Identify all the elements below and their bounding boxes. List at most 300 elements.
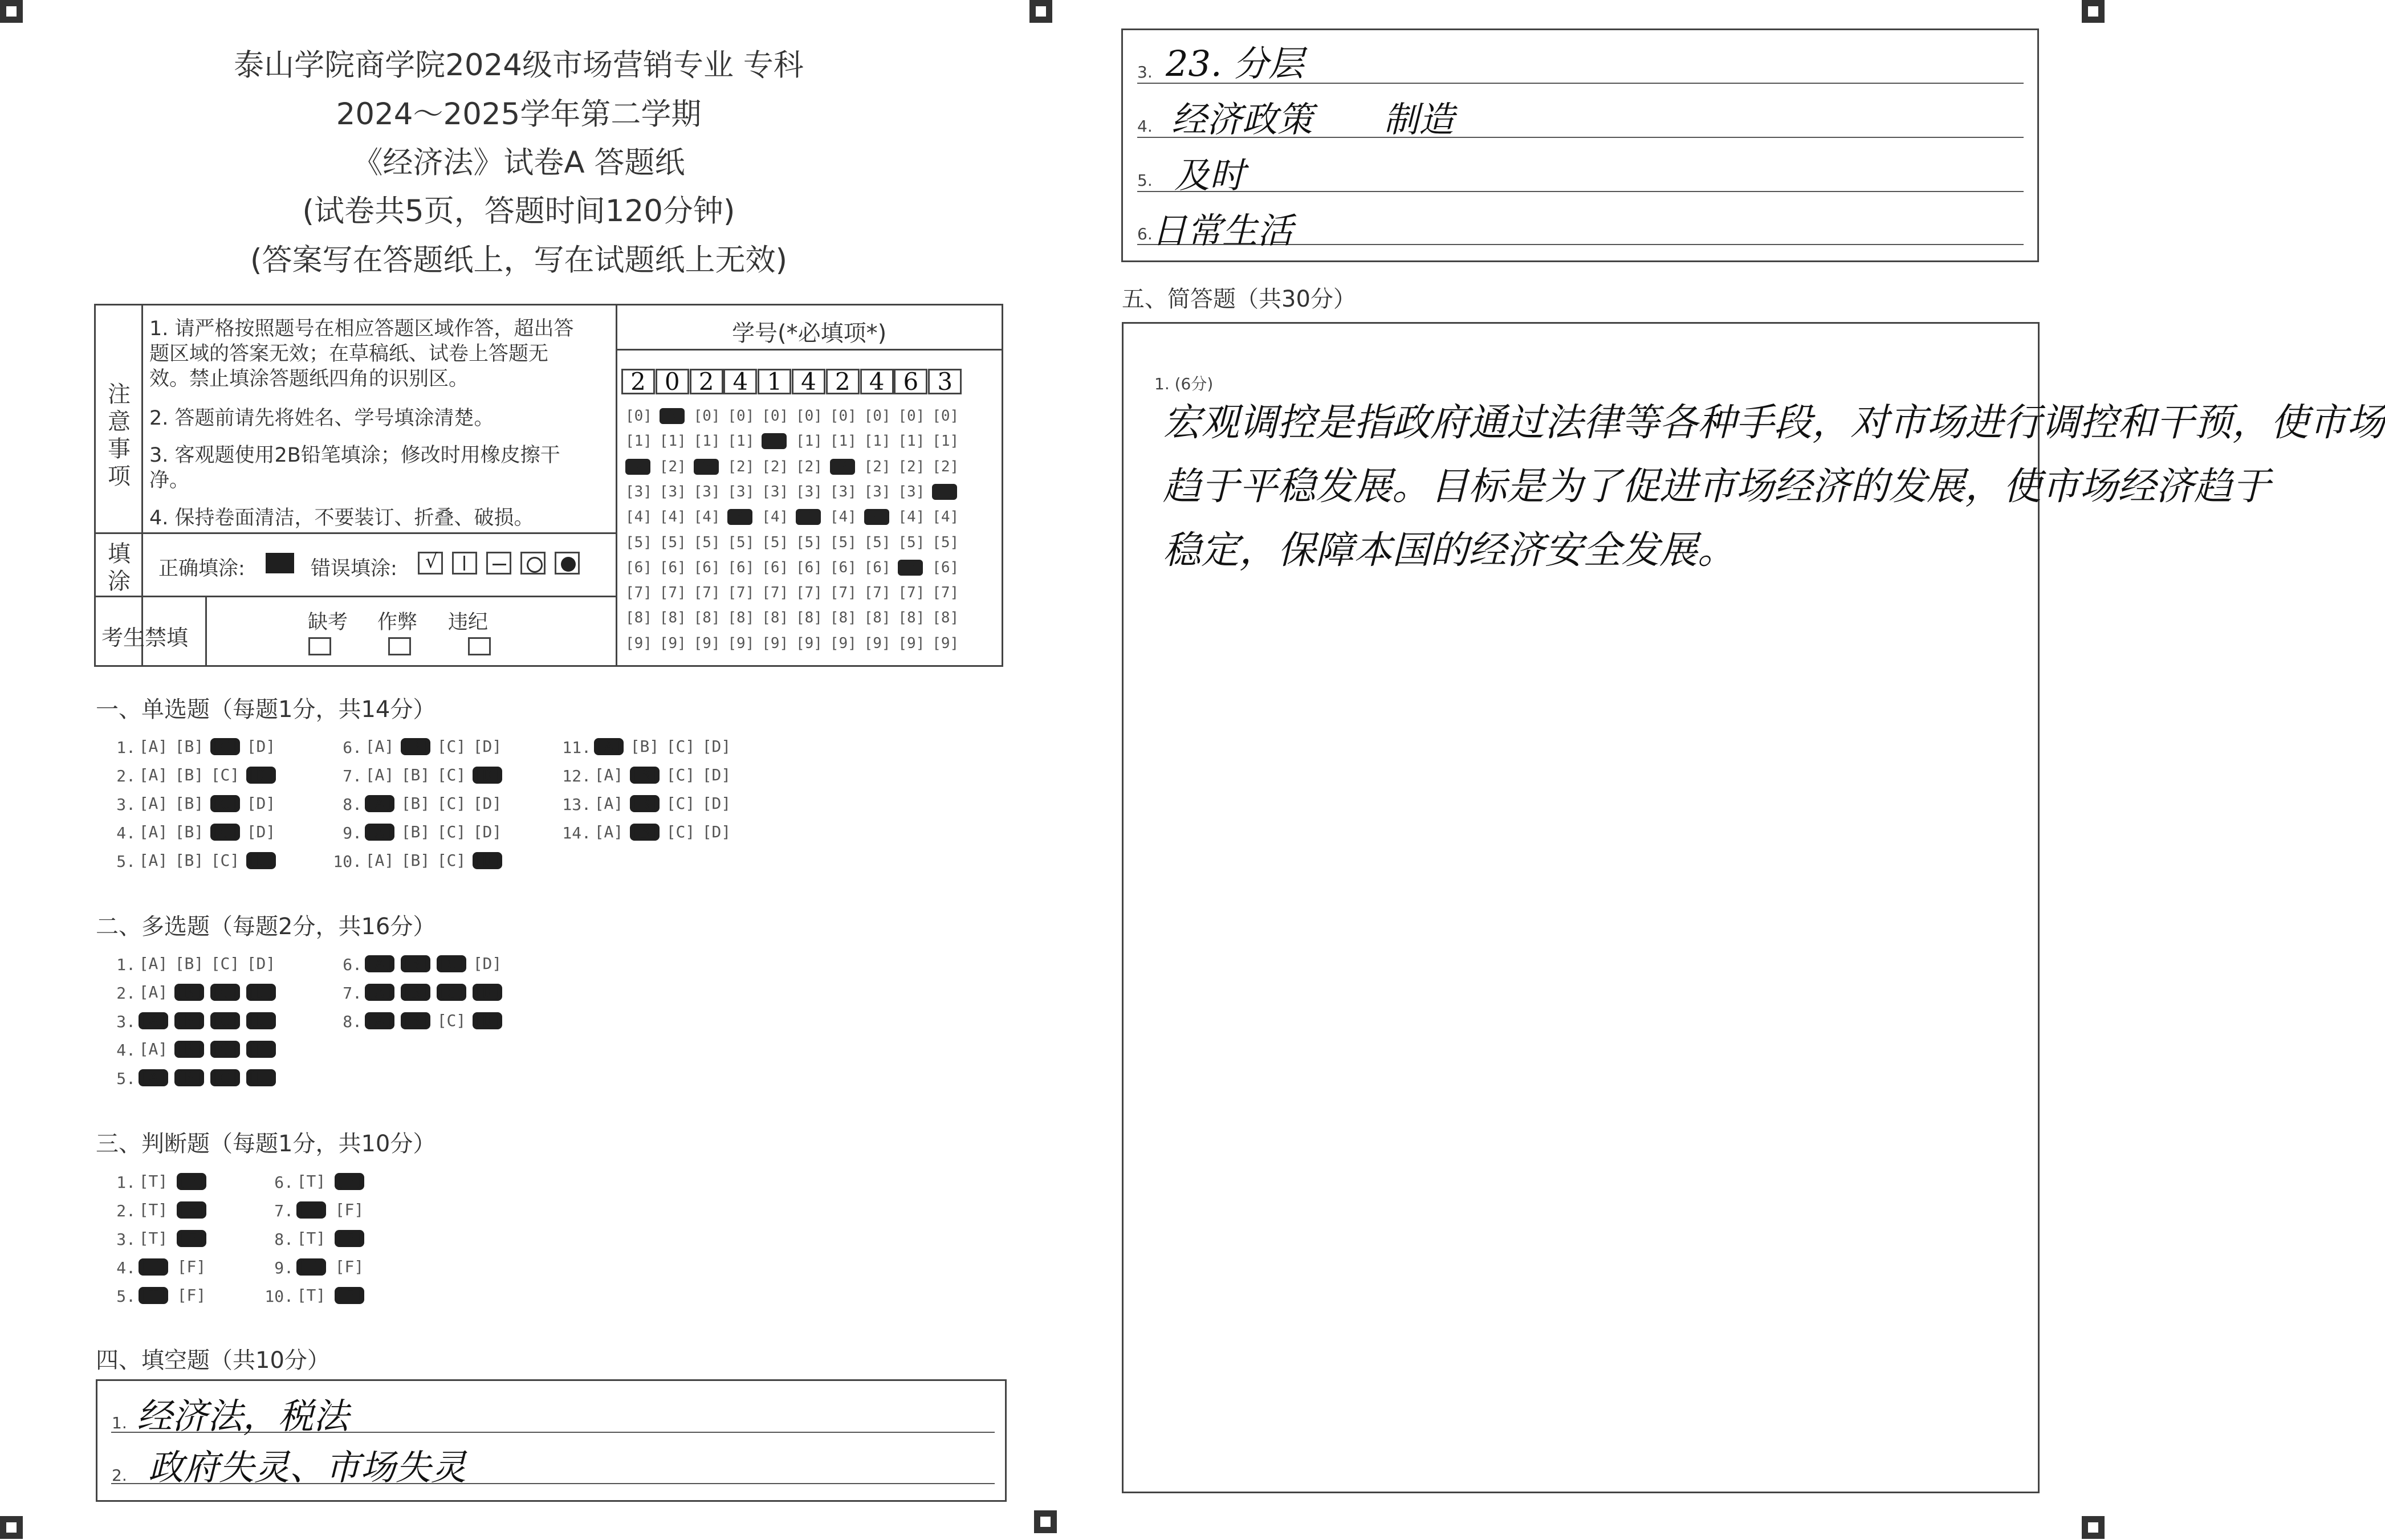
single-q6-option-b[interactable]: [B] [401, 737, 430, 756]
single-q1-option-d[interactable]: [D] [246, 737, 276, 756]
student-id-bubble-c7-0[interactable]: [0] [829, 408, 857, 425]
single-q12-option-a[interactable]: [A] [594, 765, 624, 784]
student-id-bubble-c3-9[interactable]: [9] [693, 634, 721, 652]
multi-q2-number: 2. [116, 984, 136, 1003]
tf-q6-number: 6. [274, 1173, 294, 1192]
student-id-bubble-c3-1[interactable]: [1] [693, 433, 721, 450]
blank-6-answer[interactable]: 日常生活 [1151, 210, 1293, 251]
student-id-bubble-c1-7[interactable]: [7] [625, 584, 652, 602]
tf-q1-option-f[interactable]: [F] [177, 1172, 206, 1191]
multi-q8-option-a[interactable]: [A] [365, 1011, 394, 1030]
student-id-bubble-c5-1[interactable]: [1] [762, 433, 789, 450]
multi-q3-option-b[interactable]: [B] [174, 1011, 204, 1030]
single-q6-option-c[interactable]: [C] [437, 737, 466, 756]
single-q9-option-d[interactable]: [D] [473, 822, 502, 841]
blank-3-num: 3. [1137, 63, 1153, 82]
student-id-bubble-c8-7[interactable]: [7] [864, 584, 891, 602]
single-q3-option-a[interactable]: [A] [139, 794, 168, 813]
student-id-bubble-c1-4[interactable]: [4] [625, 508, 652, 526]
multi-q1-option-c[interactable]: [C] [210, 954, 240, 973]
student-id-bubble-c6-7[interactable]: [7] [796, 584, 823, 602]
single-q6-number: 6. [343, 738, 362, 757]
divider [94, 596, 616, 597]
single-q7-option-b[interactable]: [B] [401, 765, 430, 784]
student-id-digit-5: 1 [758, 369, 791, 394]
single-q1-option-a[interactable]: [A] [139, 737, 168, 756]
student-id-bubble-c10-3[interactable]: [3] [932, 483, 959, 500]
divider [141, 304, 143, 667]
student-id-bubble-c4-0[interactable]: [0] [727, 408, 755, 425]
student-id-bubble-c10-4[interactable]: [4] [932, 508, 959, 526]
single-q5-option-a[interactable]: [A] [139, 851, 168, 870]
tf-q8-number: 8. [274, 1230, 294, 1249]
student-id-bubble-c8-2[interactable]: [2] [864, 458, 891, 475]
student-id-bubble-c7-8[interactable]: [8] [829, 609, 857, 627]
tf-q3-number: 3. [116, 1230, 136, 1249]
student-id-bubble-c9-3[interactable]: [3] [898, 483, 925, 500]
single-q13-option-d[interactable]: [D] [702, 794, 731, 813]
student-id-bubble-c10-6[interactable]: [6] [932, 559, 959, 576]
tf-q7-number: 7. [274, 1201, 294, 1220]
student-id-bubble-c9-7[interactable]: [7] [898, 584, 925, 602]
tf-q10-option-t[interactable]: [T] [296, 1286, 326, 1305]
blank-1-num: 1. [112, 1413, 127, 1432]
multi-q5-option-c[interactable]: [C] [210, 1068, 240, 1087]
single-q3-option-d[interactable]: [D] [246, 794, 276, 813]
tf-q9-option-f[interactable]: [F] [335, 1257, 364, 1276]
student-id-bubble-c3-7[interactable]: [7] [693, 584, 721, 602]
tf-q8-option-f[interactable]: [F] [335, 1229, 364, 1248]
single-q8-number: 8. [343, 795, 362, 814]
student-id-bubble-c8-6[interactable]: [6] [864, 559, 891, 576]
multi-q2-option-a[interactable]: [A] [139, 983, 168, 1001]
corner-marker-bottom-right [2082, 1516, 2105, 1539]
tf-q1-option-t[interactable]: [T] [139, 1172, 168, 1191]
student-id-bubble-c2-2[interactable]: [2] [659, 458, 686, 475]
student-id-bubble-c2-8[interactable]: [8] [659, 609, 686, 627]
answer-line [1137, 191, 2024, 192]
student-id-bubble-c3-6[interactable]: [6] [693, 559, 721, 576]
student-id-digit-6: 4 [792, 369, 825, 394]
single-q2-option-b[interactable]: [B] [174, 765, 204, 784]
student-id-digit-7: 2 [826, 369, 860, 394]
tf-q7-option-t[interactable]: [T] [296, 1200, 326, 1219]
blank-4-answer[interactable]: 经济政策 制造 [1171, 99, 1455, 140]
multi-q6-number: 6. [343, 955, 362, 974]
student-id-bubble-c10-8[interactable]: [8] [932, 609, 959, 627]
multi-q4-option-d[interactable]: [D] [246, 1040, 276, 1058]
multi-q3-option-d[interactable]: [D] [246, 1011, 276, 1030]
student-id-bubble-c8-4[interactable]: [4] [864, 508, 891, 526]
single-q5-number: 5. [116, 852, 136, 871]
student-id-bubble-c6-0[interactable]: [0] [796, 408, 823, 425]
student-id-digit-4: 4 [723, 369, 757, 394]
student-id-bubble-c1-8[interactable]: [8] [625, 609, 652, 627]
student-id-bubble-c4-1[interactable]: [1] [727, 433, 755, 450]
violation-label: 违纪 [448, 611, 489, 634]
student-id-bubble-c1-3[interactable]: [3] [625, 483, 652, 500]
student-id-bubble-c7-3[interactable]: [3] [829, 483, 857, 500]
single-q11-number: 11. [562, 738, 591, 757]
cheat-checkbox[interactable] [388, 637, 411, 655]
student-id-bubble-c4-8[interactable]: [8] [727, 609, 755, 627]
student-id-bubble-c6-3[interactable]: [3] [796, 483, 823, 500]
multi-q4-option-a[interactable]: [A] [139, 1040, 168, 1058]
student-id-bubble-c4-7[interactable]: [7] [727, 584, 755, 602]
single-q1-number: 1. [116, 738, 136, 757]
tf-q2-number: 2. [116, 1201, 136, 1220]
tf-q3-option-f[interactable]: [F] [177, 1229, 206, 1248]
single-q8-option-a[interactable]: [A] [365, 794, 394, 813]
student-id-bubble-c7-6[interactable]: [6] [829, 559, 857, 576]
multi-q5-option-a[interactable]: [A] [139, 1068, 168, 1087]
multi-q1-option-d[interactable]: [D] [246, 954, 276, 973]
notice-item-3: 3. 客观题使用2B铅笔填涂；修改时用橡皮擦干净。 [149, 444, 560, 492]
tf-q5-option-t[interactable]: [T] [139, 1286, 168, 1305]
student-id-bubble-c1-9[interactable]: [9] [625, 634, 652, 652]
student-id-bubble-c7-2[interactable]: [2] [829, 458, 857, 475]
section3-title: 三、判断题（每题1分，共10分） [96, 1131, 436, 1157]
student-id-bubble-c9-6[interactable]: [6] [898, 559, 925, 576]
single-q13-number: 13. [562, 795, 591, 814]
single-q11-option-a[interactable]: [A] [594, 737, 624, 756]
single-q4-option-c[interactable]: [C] [210, 822, 240, 841]
single-q12-option-b[interactable]: [B] [630, 765, 660, 784]
student-id-bubble-c9-1[interactable]: [1] [898, 433, 925, 450]
multi-q2-option-c[interactable]: [C] [210, 983, 240, 1001]
student-id-bubble-c2-5[interactable]: [5] [659, 533, 686, 551]
single-q6-option-d[interactable]: [D] [473, 737, 502, 756]
single-q8-option-d[interactable]: [D] [473, 794, 502, 813]
multi-q4-number: 4. [116, 1041, 136, 1060]
tf-q3-option-t[interactable]: [T] [139, 1229, 168, 1248]
single-q2-number: 2. [116, 767, 136, 785]
single-q14-option-b[interactable]: [B] [630, 822, 660, 841]
blank-1-answer[interactable]: 经济法，税法 [137, 1395, 349, 1437]
student-id-bubble-c4-4[interactable]: [4] [727, 508, 755, 526]
short-q1-answer-line-2[interactable]: 趋于平稳发展。目标是为了促进市场经济的发展，使市场经济趋于 [1163, 464, 2270, 508]
student-id-digit-1: 2 [621, 369, 655, 394]
single-q9-option-a[interactable]: [A] [365, 822, 394, 841]
multi-q8-option-b[interactable]: [B] [401, 1011, 430, 1030]
student-id-bubble-c1-5[interactable]: [5] [625, 533, 652, 551]
single-q12-number: 12. [562, 767, 591, 785]
student-id-bubble-c5-5[interactable]: [5] [762, 533, 789, 551]
student-id-bubble-c5-4[interactable]: [4] [762, 508, 789, 526]
student-id-bubble-c6-4[interactable]: [4] [796, 508, 823, 526]
wrong-fill-dash-sample [486, 552, 511, 575]
student-id-bubble-c1-0[interactable]: [0] [625, 408, 652, 425]
cheat-label: 作弊 [377, 611, 418, 634]
multi-q8-number: 8. [343, 1012, 362, 1031]
tf-q10-number: 10. [264, 1287, 294, 1306]
student-id-digit-9: 6 [894, 369, 927, 394]
single-q9-option-c[interactable]: [C] [437, 822, 466, 841]
single-q5-option-c[interactable]: [C] [210, 851, 240, 870]
student-id-bubble-c10-5[interactable]: [5] [932, 533, 959, 551]
multi-q4-option-c[interactable]: [C] [210, 1040, 240, 1058]
tf-q1-number: 1. [116, 1173, 136, 1192]
blank-6-num: 6. [1137, 225, 1153, 243]
single-q14-number: 14. [562, 824, 591, 842]
student-id-bubble-c4-9[interactable]: [9] [727, 634, 755, 652]
multi-q7-option-c[interactable]: [C] [437, 983, 466, 1001]
corner-marker-top-middle [1029, 0, 1052, 23]
absent-label: 缺考 [308, 611, 348, 634]
single-q3-number: 3. [116, 795, 136, 814]
single-q13-option-c[interactable]: [C] [666, 794, 695, 813]
multi-q6-option-a[interactable]: [A] [365, 954, 394, 973]
student-id-bubble-c7-4[interactable]: [4] [829, 508, 857, 526]
forbid-label: 考生禁填 [101, 625, 189, 650]
short-q1-label: 1. (6分) [1154, 374, 1214, 393]
single-q6-option-a[interactable]: [A] [365, 737, 394, 756]
student-id-digit-10: 3 [928, 369, 962, 394]
single-q10-option-c[interactable]: [C] [437, 851, 466, 870]
tf-q2-option-f[interactable]: [F] [177, 1200, 206, 1219]
violation-checkbox[interactable] [468, 637, 491, 655]
student-id-bubble-c2-9[interactable]: [9] [659, 634, 686, 652]
single-q13-option-a[interactable]: [A] [594, 794, 624, 813]
student-id-bubble-c4-3[interactable]: [3] [727, 483, 755, 500]
multi-q2-option-b[interactable]: [B] [174, 983, 204, 1001]
student-id-bubble-c6-1[interactable]: [1] [796, 433, 823, 450]
multi-q6-option-b[interactable]: [B] [401, 954, 430, 973]
corner-marker-bottom-middle [1034, 1510, 1057, 1533]
wrong-fill-circle-sample [520, 552, 546, 575]
single-q7-option-d[interactable]: [D] [473, 765, 502, 784]
student-id-bubble-c10-9[interactable]: [9] [932, 634, 959, 652]
student-id-bubble-c10-1[interactable]: [1] [932, 433, 959, 450]
multi-q3-option-a[interactable]: [A] [139, 1011, 168, 1030]
exam-header-line1: 泰山学院商学院2024级市场营销专业 专科 [234, 48, 804, 83]
student-id-digit-8: 4 [860, 369, 894, 394]
single-q14-option-c[interactable]: [C] [666, 822, 695, 841]
multi-q6-option-c[interactable]: [C] [437, 954, 466, 973]
student-id-bubble-c5-2[interactable]: [2] [762, 458, 789, 475]
correct-fill-label: 正确填涂: [158, 557, 245, 580]
multi-q4-option-b[interactable]: [B] [174, 1040, 204, 1058]
single-q14-option-a[interactable]: [A] [594, 822, 624, 841]
single-q11-option-c[interactable]: [C] [666, 737, 695, 756]
divider [616, 349, 1003, 351]
multi-q6-option-d[interactable]: [D] [473, 954, 502, 973]
student-id-bubble-c9-8[interactable]: [8] [898, 609, 925, 627]
single-q10-number: 10. [333, 852, 362, 871]
single-q5-option-d[interactable]: [D] [246, 851, 276, 870]
student-id-bubble-c6-9[interactable]: [9] [796, 634, 823, 652]
student-id-bubble-c6-8[interactable]: [8] [796, 609, 823, 627]
multi-q7-option-b[interactable]: [B] [401, 983, 430, 1001]
multi-q1-option-b[interactable]: [B] [174, 954, 204, 973]
single-q8-option-b[interactable]: [B] [401, 794, 430, 813]
multi-q8-option-c[interactable]: [C] [437, 1011, 466, 1030]
notice-item-4: 4. 保持卷面清洁，不要装订、折叠、破损。 [149, 507, 534, 529]
student-id-bubble-c1-2[interactable]: [2] [625, 458, 652, 475]
student-id-bubble-c1-6[interactable]: [6] [625, 559, 652, 576]
student-id-bubble-c4-6[interactable]: [6] [727, 559, 755, 576]
tf-q2-option-t[interactable]: [T] [139, 1200, 168, 1219]
student-id-bubble-c10-0[interactable]: [0] [932, 408, 959, 425]
single-q4-option-b[interactable]: [B] [174, 822, 204, 841]
single-q4-option-d[interactable]: [D] [246, 822, 276, 841]
single-q4-number: 4. [116, 824, 136, 842]
multi-q5-option-b[interactable]: [B] [174, 1068, 204, 1087]
student-id-bubble-c2-6[interactable]: [6] [659, 559, 686, 576]
student-id-bubble-c7-9[interactable]: [9] [829, 634, 857, 652]
section1-title: 一、单选题（每题1分，共14分） [96, 696, 436, 723]
student-id-bubble-c6-6[interactable]: [6] [796, 559, 823, 576]
student-id-bubble-c2-0[interactable]: [0] [659, 408, 686, 425]
divider [205, 596, 207, 667]
multi-q1-option-a[interactable]: [A] [139, 954, 168, 973]
single-q1-option-c[interactable]: [C] [210, 737, 240, 756]
single-q2-option-c[interactable]: [C] [210, 765, 240, 784]
multi-q3-option-c[interactable]: [C] [210, 1011, 240, 1030]
single-q10-option-d[interactable]: [D] [473, 851, 502, 870]
student-id-bubble-c9-2[interactable]: [2] [898, 458, 925, 475]
tf-q6-option-t[interactable]: [T] [296, 1172, 326, 1191]
multi-q1-number: 1. [116, 955, 136, 974]
wrong-fill-label: 错误填涂: [311, 557, 397, 580]
divider [94, 532, 616, 534]
student-id-bubble-c5-8[interactable]: [8] [762, 609, 789, 627]
multi-q7-number: 7. [343, 984, 362, 1003]
single-q3-option-c[interactable]: [C] [210, 794, 240, 813]
tf-q7-option-f[interactable]: [F] [335, 1200, 364, 1219]
single-q7-option-c[interactable]: [C] [437, 765, 466, 784]
student-id-bubble-c5-6[interactable]: [6] [762, 559, 789, 576]
multi-q5-number: 5. [116, 1069, 136, 1088]
multi-q5-option-d[interactable]: [D] [246, 1068, 276, 1087]
single-q11-option-b[interactable]: [B] [630, 737, 660, 756]
multi-q7-option-a[interactable]: [A] [365, 983, 394, 1001]
student-id-bubble-c8-9[interactable]: [9] [864, 634, 891, 652]
student-id-bubble-c8-1[interactable]: [1] [864, 433, 891, 450]
correct-fill-sample [266, 553, 294, 573]
tf-q10-option-f[interactable]: [F] [335, 1286, 364, 1305]
tf-q9-option-t[interactable]: [T] [296, 1257, 326, 1276]
single-q10-option-b[interactable]: [B] [401, 851, 430, 870]
student-id-bubble-c3-8[interactable]: [8] [693, 609, 721, 627]
blank-4-num: 4. [1137, 117, 1153, 136]
student-id-bubble-c7-1[interactable]: [1] [829, 433, 857, 450]
student-id-bubble-c9-4[interactable]: [4] [898, 508, 925, 526]
multi-q8-option-d[interactable]: [D] [473, 1011, 502, 1030]
student-id-bubble-c9-5[interactable]: [5] [898, 533, 925, 551]
notice-side-label: 注意事项 [108, 381, 131, 490]
student-id-bubble-c3-3[interactable]: [3] [693, 483, 721, 500]
student-id-bubble-c7-5[interactable]: [5] [829, 533, 857, 551]
short-q1-answer-line-3[interactable]: 稳定，保障本国的经济安全发展。 [1163, 528, 1736, 572]
single-q10-option-a[interactable]: [A] [365, 851, 394, 870]
blank-3-answer[interactable]: 23. 分层 [1166, 43, 1304, 84]
single-q2-option-d[interactable]: [D] [246, 765, 276, 784]
single-q12-option-c[interactable]: [C] [666, 765, 695, 784]
corner-marker-bottom-left [0, 1516, 23, 1539]
student-id-bubble-c3-4[interactable]: [4] [693, 508, 721, 526]
student-id-bubble-c5-7[interactable]: [7] [762, 584, 789, 602]
student-id-bubble-c10-2[interactable]: [2] [932, 458, 959, 475]
blank-2-answer[interactable]: 政府失灵、市场失灵 [148, 1447, 467, 1488]
tf-q6-option-f[interactable]: [F] [335, 1172, 364, 1191]
student-id-bubble-c3-2[interactable]: [2] [693, 458, 721, 475]
student-id-bubble-c6-2[interactable]: [2] [796, 458, 823, 475]
exam-header-line5: (答案写在答题纸上，写在试题纸上无效) [250, 243, 788, 278]
single-q3-option-b[interactable]: [B] [174, 794, 204, 813]
student-id-bubble-c2-1[interactable]: [1] [659, 433, 686, 450]
student-id-digit-3: 2 [690, 369, 723, 394]
student-id-bubble-c8-5[interactable]: [5] [864, 533, 891, 551]
corner-marker-top-left [0, 0, 23, 23]
single-q5-option-b[interactable]: [B] [174, 851, 204, 870]
tf-q4-option-f[interactable]: [F] [177, 1257, 206, 1276]
single-q7-option-a[interactable]: [A] [365, 765, 394, 784]
student-id-bubble-c2-7[interactable]: [7] [659, 584, 686, 602]
single-q9-option-b[interactable]: [B] [401, 822, 430, 841]
student-id-bubble-c7-7[interactable]: [7] [829, 584, 857, 602]
student-id-bubble-c3-0[interactable]: [0] [693, 408, 721, 425]
tf-q4-option-t[interactable]: [T] [139, 1257, 168, 1276]
student-id-bubble-c4-5[interactable]: [5] [727, 533, 755, 551]
student-id-bubble-c9-9[interactable]: [9] [898, 634, 925, 652]
exam-header-line3: 《经济法》试卷A 答题纸 [352, 145, 685, 180]
student-id-bubble-c8-3[interactable]: [3] [864, 483, 891, 500]
single-q7-number: 7. [343, 767, 362, 785]
single-q11-option-d[interactable]: [D] [702, 737, 731, 756]
section2-title: 二、多选题（每题2分，共16分） [96, 914, 436, 940]
student-id-bubble-c8-0[interactable]: [0] [864, 408, 891, 425]
single-q4-option-a[interactable]: [A] [139, 822, 168, 841]
student-id-bubble-c2-4[interactable]: [4] [659, 508, 686, 526]
multi-q2-option-d[interactable]: [D] [246, 983, 276, 1001]
single-q12-option-d[interactable]: [D] [702, 765, 731, 784]
student-id-bubble-c2-3[interactable]: [3] [659, 483, 686, 500]
multi-q3-number: 3. [116, 1012, 136, 1031]
single-q2-option-a[interactable]: [A] [139, 765, 168, 784]
wrong-fill-dot-sample [555, 552, 580, 575]
student-id-bubble-c5-3[interactable]: [3] [762, 483, 789, 500]
single-q8-option-c[interactable]: [C] [437, 794, 466, 813]
fill-side-label: 填涂 [108, 541, 131, 594]
section4-title: 四、填空题（共10分） [96, 1347, 330, 1374]
student-id-bubble-c10-7[interactable]: [7] [932, 584, 959, 602]
short-q1-answer-line-1[interactable]: 宏观调控是指政府通过法律等各种手段，对市场进行调控和干预，使市场 [1163, 400, 2385, 445]
student-id-bubble-c6-5[interactable]: [5] [796, 533, 823, 551]
blank-5-answer[interactable]: 及时 [1174, 154, 1246, 196]
student-id-bubble-c4-2[interactable]: [2] [727, 458, 755, 475]
single-q13-option-b[interactable]: [B] [630, 794, 660, 813]
student-id-bubble-c9-0[interactable]: [0] [898, 408, 925, 425]
tf-q5-option-f[interactable]: [F] [177, 1286, 206, 1305]
multi-q7-option-d[interactable]: [D] [473, 983, 502, 1001]
student-id-bubble-c5-9[interactable]: [9] [762, 634, 789, 652]
student-id-bubble-c5-0[interactable]: [0] [762, 408, 789, 425]
student-id-bubble-c3-5[interactable]: [5] [693, 533, 721, 551]
student-id-bubble-c1-1[interactable]: [1] [625, 433, 652, 450]
absent-checkbox[interactable] [308, 637, 331, 655]
corner-marker-top-right [2082, 0, 2105, 23]
tf-q8-option-t[interactable]: [T] [296, 1229, 326, 1248]
exam-header-line2: 2024～2025学年第二学期 [336, 97, 702, 132]
student-id-bubble-c8-8[interactable]: [8] [864, 609, 891, 627]
wrong-fill-tick-sample: √ [418, 552, 443, 575]
notice-item-1: 1. 请严格按照题号在相应答题区域作答，超出答题区域的答案无效；在草稿纸、试卷上答题无效。禁止填涂答题纸四角的识别区。 [149, 317, 574, 390]
single-q9-number: 9. [343, 824, 362, 842]
single-q14-option-d[interactable]: [D] [702, 822, 731, 841]
single-q1-option-b[interactable]: [B] [174, 737, 204, 756]
notice-item-2: 2. 答题前请先将姓名、学号填涂清楚。 [149, 407, 494, 430]
